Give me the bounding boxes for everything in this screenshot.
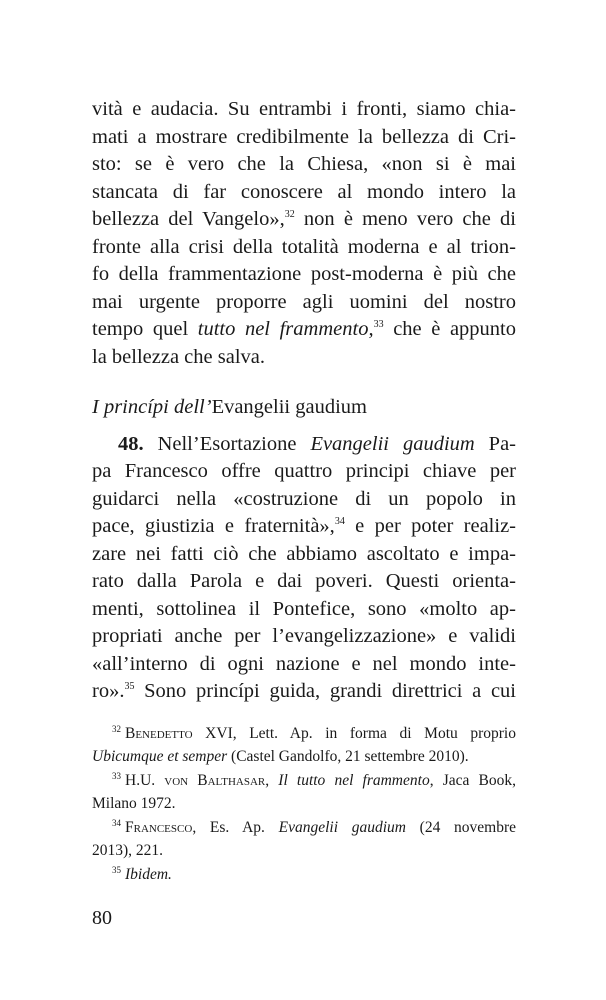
text-line: vità e audacia. Su entrambi i fronti, siamo chia- bbox=[92, 98, 516, 120]
footnote-title: Ubicumque et semper bbox=[92, 747, 228, 765]
heading-italic: I princípi dell’ bbox=[92, 396, 212, 418]
footnote-number: 32 bbox=[112, 724, 121, 734]
text-line bbox=[92, 431, 516, 459]
footnote-32 bbox=[92, 723, 516, 746]
footnote-author: Benedetto bbox=[125, 725, 193, 742]
text-line: sto: se è vero che la Chiesa, «non si è mai bbox=[92, 153, 516, 175]
text-line: fo della frammentazione post-moderna è più che bbox=[92, 263, 516, 285]
footnote-35 bbox=[92, 864, 516, 887]
footnote-number: 34 bbox=[112, 818, 121, 828]
footnote-number: 35 bbox=[112, 865, 121, 875]
text-fragment: Sono princípi guida, grandi direttrici a cui bbox=[134, 680, 516, 702]
footnote-text: , Es. Ap. bbox=[192, 819, 279, 836]
footnote-34 bbox=[92, 817, 516, 840]
footnote-ref-32: 32 bbox=[284, 209, 295, 220]
footnote-text: (24 novembre bbox=[405, 819, 516, 836]
text-fragment: non è meno vero che di bbox=[294, 208, 516, 230]
text-line bbox=[92, 206, 516, 234]
italic-text: Evangelii gaudium bbox=[310, 432, 475, 455]
text-line: fronte alla crisi della totalità moderna e al trion- bbox=[92, 235, 516, 258]
text-line: stancata di far conoscere al mondo intero la bbox=[92, 180, 516, 203]
footnote-text: XVI, Lett. Ap. in forma di Motu proprio bbox=[192, 725, 516, 742]
text-fragment: tempo quel bbox=[92, 318, 198, 340]
text-line: menti, sottolinea il Pontefice, sono «molto ap- bbox=[92, 597, 516, 620]
footnote-32-cont bbox=[92, 746, 516, 769]
footnote-title: Evangelii gaudium bbox=[278, 819, 406, 836]
text-line: rato dalla Parola e dai poveri. Questi orienta- bbox=[92, 570, 516, 592]
footnote-author: von Balthasar bbox=[164, 772, 266, 789]
footnote-text: H.U. bbox=[125, 772, 165, 789]
footnote-number: 33 bbox=[112, 771, 121, 781]
footnote-author: Francesco bbox=[125, 819, 193, 836]
text-fragment: Pa- bbox=[474, 432, 517, 455]
footnote-33 bbox=[92, 770, 516, 793]
text-line: mai urgente proporre agli uomini del nostro bbox=[92, 290, 516, 313]
text-line: zare nei fatti ciò che abbiamo ascoltato e impa- bbox=[92, 542, 516, 565]
heading-roman: Evangelii gaudium bbox=[211, 396, 367, 418]
text-line bbox=[92, 316, 516, 344]
footnote-text: (Castel Gandolfo, 21 settembre 2010). bbox=[227, 747, 469, 765]
footnotes bbox=[92, 723, 516, 887]
text-fragment: che è appunto bbox=[383, 318, 516, 340]
paragraph-number: 48. bbox=[118, 432, 144, 455]
footnote-ref-34: 34 bbox=[334, 516, 345, 527]
text-line: guidarci nella «costruzione di un popolo in bbox=[92, 487, 516, 510]
text-fragment: Nell’Esortazione bbox=[143, 432, 311, 455]
italic-text: tutto nel frammento, bbox=[197, 318, 374, 340]
text-line bbox=[92, 678, 516, 706]
footnote-text: , bbox=[265, 772, 279, 789]
text-line: pa Francesco offre quattro principi chiave per bbox=[92, 460, 516, 482]
text-fragment: e per poter realiz- bbox=[344, 515, 516, 537]
footnote-34-cont: 2013), 221. bbox=[92, 841, 164, 859]
footnote-title: Il tutto nel frammento bbox=[278, 772, 430, 789]
text-fragment: ro». bbox=[92, 680, 125, 702]
text-line: «all’interno di ogni nazione e nel mondo inte- bbox=[92, 652, 516, 675]
main-text bbox=[92, 96, 516, 706]
footnote-title: Ibidem. bbox=[125, 866, 172, 883]
section-heading bbox=[92, 394, 516, 422]
text-fragment: bellezza del Vangelo», bbox=[92, 208, 285, 230]
text-line: mati a mostrare credibilmente la bellezza di Cri- bbox=[92, 125, 516, 148]
footnote-33-cont: Milano 1972. bbox=[92, 794, 176, 812]
footnote-ref-35: 35 bbox=[124, 681, 135, 692]
text-line: propriati anche per l’evangelizzazione» e validi bbox=[92, 625, 516, 647]
text-line bbox=[92, 513, 516, 541]
footnote-ref-33: 33 bbox=[373, 319, 384, 330]
page-number: 80 bbox=[92, 907, 112, 929]
text-fragment: pace, giustizia e fraternità», bbox=[92, 515, 335, 537]
footnote-text: , Jaca Book, bbox=[429, 772, 516, 789]
text-line: la bellezza che salva. bbox=[92, 345, 265, 368]
